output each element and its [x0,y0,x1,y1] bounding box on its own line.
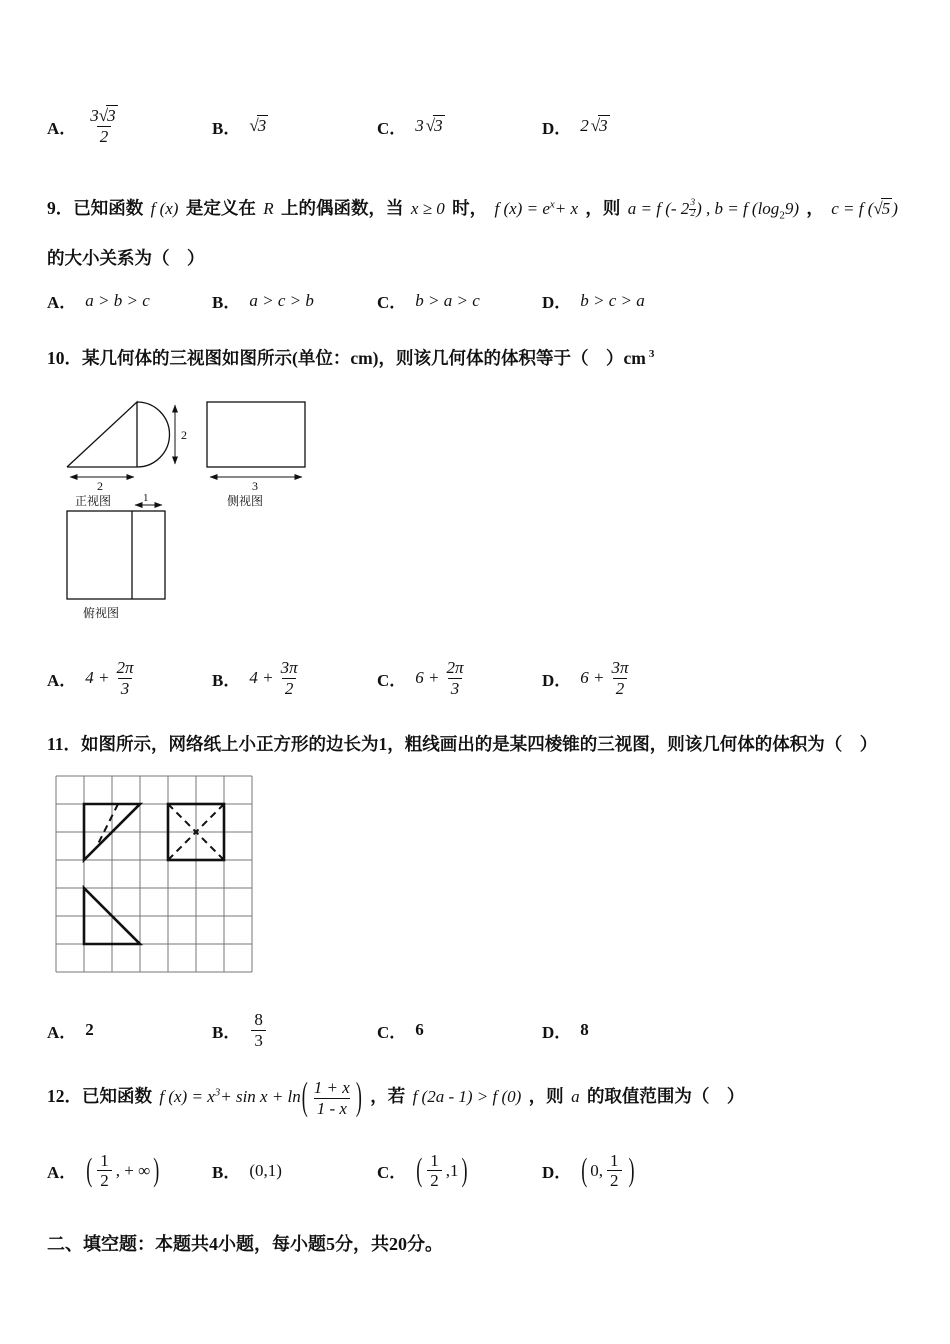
q10-option-d-value [580,658,633,698]
q9-math-c-value [831,199,898,218]
q8-d-rad: 3 [599,116,608,135]
q10-three-view-diagram [55,389,355,639]
q10-a-fraction [114,658,137,698]
q9-def-b: + x [554,199,579,218]
q11-b-den: 3 [251,1030,266,1051]
q12-options-row [47,1145,910,1197]
q9-math-fx: f (x) [150,199,179,218]
q12-def-b: + sin x + ln [220,1087,301,1107]
q8-d-sqrt [591,116,610,136]
q8-option-d-value [580,116,609,136]
q8-a-num-sqrt [99,106,118,125]
q10-b-num: 3π [280,658,298,678]
q10-c-num: 2π [446,658,464,678]
q12-option-b-label: B． [212,1163,241,1183]
q10-cm-exponent: 3 [648,347,655,360]
q9-option-a-value: a > b > c [85,290,150,310]
q9-abc-a: a = f (- 2 [627,199,690,218]
q9-stem [47,196,910,224]
q12-c-fraction [427,1151,442,1191]
q8-option-c [377,114,542,139]
q10-b-den: 2 [282,678,297,699]
radical-sign: √ [590,116,601,135]
q8-d-coef: 2 [580,116,589,135]
front-height-label: 2 [181,428,187,443]
right-paren: ) [461,1151,468,1188]
left-paren: ( [86,1151,93,1188]
side-view-shape [207,402,305,467]
q12-d-num: 1 [610,1150,619,1170]
q10-b-pre: 4 + [249,668,274,688]
q9-text-3: 上的偶函数，当 [280,198,404,218]
left-paren: ( [416,1151,423,1188]
q10-a-pre: 4 + [85,668,110,688]
q9-option-b-value: a > c > b [249,290,314,310]
q11-grid-diagram [55,775,253,973]
q8-option-a-label: A． [47,118,77,138]
q9-def-exp: x [549,198,555,211]
right-paren: ) [153,1151,160,1188]
q8-option-a-value [85,106,122,146]
q12-a-num: 1 [100,1150,109,1170]
q11-option-a-value: 2 [85,1020,94,1040]
q9-text-4: 时， [452,198,488,218]
radical-sign: √ [873,199,883,218]
q8-a-num-rad: 3 [107,105,116,125]
q12-def-exp: 3 [214,1086,221,1099]
q11-stem: 11．如图所示，网络纸上小正方形的边长为1，粗线画出的是某四棱锥的三视图，则该几何体的体积为（ ） [47,734,878,755]
q9-option-b-label: B． [212,293,241,313]
front-view-shape [67,402,170,467]
left-paren: ( [301,1074,308,1118]
q10-d-fraction [609,658,632,698]
q9-math-definition [495,199,579,218]
q12-option-c-label: C． [377,1163,407,1183]
q12-def-a: f (x) = x [159,1087,215,1107]
q11-b-fraction [251,1010,266,1050]
q9-c-b: ) [892,199,898,218]
q10-option-a-label: A． [47,670,77,690]
q11-option-c-value: 6 [415,1020,424,1040]
q9-options-row [47,286,910,316]
q12-var-a: a [571,1087,580,1107]
q12-option-a-value [85,1151,160,1191]
q8-a-num-coef: 3 [90,105,99,125]
q11-options-row [47,1006,910,1054]
q8-option-a [47,106,212,146]
q9-option-c-value: b > a > c [415,290,480,310]
q11-option-b [212,1010,377,1050]
q9-math-abc [627,198,799,222]
q12-math-definition [159,1074,362,1118]
q9-option-c-label: C． [377,293,407,313]
q9-c-sqrt [873,199,892,218]
side-width-label: 3 [252,479,258,494]
q8-c-coef: 3 [415,116,424,135]
q12-c-den: 2 [427,1170,442,1191]
q8-option-c-value [415,116,444,136]
q12-option-c-value [415,1151,468,1191]
q9-option-b [212,288,377,313]
q11-option-c-label: C． [377,1022,407,1042]
q9-option-a-label: A． [47,293,77,313]
q9-option-d-label: D． [542,293,572,313]
q10-option-a-value [85,658,138,698]
q8-a-fraction [87,106,120,146]
q12-c-num: 1 [430,1150,439,1170]
q9-c-rad: 5 [881,199,891,218]
top-strip-width-label: 1 [143,492,149,505]
q12-option-a [47,1151,212,1191]
q8-option-d-label: D． [542,118,572,138]
q12-text-1: 12．已知函数 [47,1086,152,1107]
q12-text-4: 的取值范围为（ ） [586,1086,745,1107]
q9-def-a: f (x) = e [494,199,550,218]
q11-option-a-label: A． [47,1022,77,1042]
q10-option-b-value [249,658,302,698]
q12-option-d [542,1151,707,1191]
q9-stem-line2: 的大小关系为（ ） [47,248,205,269]
q12-math-inequality: f (2a - 1) > f (0) [412,1087,522,1107]
q9-exp-den: 2 [690,208,696,219]
q12-d-pre: 0, [590,1160,604,1180]
q9-log-base: 2 [779,209,785,222]
section2-header: 二、填空题：本题共4小题，每小题5分，共20分。 [47,1233,443,1254]
q8-b-sqrt [249,116,268,136]
q9-text-5: ，则 [585,198,621,218]
q9-option-c [377,288,542,313]
q10-d-pre: 6 + [580,668,605,688]
q10-a-num: 2π [116,658,134,678]
q8-c-rad: 3 [434,116,443,135]
q12-stem [47,1074,910,1118]
q11-option-a [47,1018,212,1043]
q9-c-a: c = f ( [831,199,874,218]
q9-option-d-value: b > c > a [580,290,645,310]
q10-option-b [212,658,377,698]
q10-a-den: 3 [118,678,133,699]
q12-text-3: ，则 [528,1086,564,1107]
q12-option-b [212,1158,377,1183]
q8-options-row [47,98,910,154]
q9-exp-num: 3 [690,198,696,208]
q9-abc-b: ) , b = f (log [696,199,780,218]
q8-option-c-label: C． [377,118,407,138]
q9-text-2: 是定义在 [185,198,256,218]
q10-b-fraction [278,658,301,698]
q10-option-c-value [415,658,468,698]
radical-sign: √ [98,105,109,125]
q12-option-d-label: D． [542,1163,572,1183]
q10-diagram-wrap [55,389,910,644]
q9-option-a [47,288,212,313]
q10-option-a [47,658,212,698]
q12-d-den: 2 [607,1170,622,1191]
q10-option-b-label: B． [212,670,241,690]
q11-option-d-label: D． [542,1022,572,1042]
q8-option-b-value [249,116,268,136]
q11-option-d-value: 8 [580,1020,589,1040]
q12-ln-fraction [311,1078,353,1118]
q11-b-num: 8 [254,1010,263,1030]
q12-option-a-label: A． [47,1163,77,1183]
hidden-edge-front-view [96,804,118,848]
q8-c-sqrt [426,116,445,136]
front-width-label: 2 [97,479,103,494]
q12-ln-den: 1 - x [314,1098,350,1119]
q11-option-b-label: B． [212,1022,241,1042]
q11-option-c [377,1018,542,1043]
q12-option-c [377,1151,542,1191]
q10-option-c [377,658,542,698]
side-view-label: 侧视图 [227,494,264,509]
q10-c-pre: 6 + [415,668,440,688]
front-view-label: 正视图 [75,494,112,509]
q12-d-fraction [607,1151,622,1191]
right-paren: ) [355,1074,362,1118]
q11-option-d [542,1018,707,1043]
top-view-label: 俯视图 [83,606,120,621]
q10-stem [47,346,910,371]
q9-option-d [542,288,707,313]
q9-math-domain: x ≥ 0 [410,199,445,218]
q11-option-b-value [249,1010,268,1050]
q9-math-r: R [263,199,274,218]
q10-d-den: 2 [613,678,628,699]
left-paren: ( [581,1151,588,1188]
q10-option-d [542,658,707,698]
q8-b-rad: 3 [257,116,267,135]
q9-text-1: 9．已知函数 [47,198,144,218]
q10-c-den: 3 [448,678,463,699]
top-view-shape [67,511,165,599]
q10-c-fraction [444,658,467,698]
q12-option-d-value [580,1151,635,1191]
q12-a-rest: , + ∞ [115,1160,151,1180]
q8-a-den: 2 [97,126,112,147]
q12-a-den: 2 [97,1170,112,1191]
q10-option-c-label: C． [377,670,407,690]
q12-a-fraction [97,1151,112,1191]
q12-ln-num: 1 + x [313,1078,350,1098]
q10-option-d-label: D． [542,670,572,690]
q11-diagram-wrap [55,775,910,978]
right-paren: ) [628,1151,635,1188]
q8-option-b-label: B． [212,118,241,138]
q10-options-row [47,654,910,702]
q9-text-6: ， [806,198,824,218]
radical-sign: √ [249,116,259,135]
radical-sign: √ [425,116,436,135]
q12-c-rest: ,1 [445,1160,459,1180]
q9-abc-c: 9) [784,199,799,218]
q10-d-num: 3π [611,658,629,678]
q10-stem-text: 10．某几何体的三视图如图所示(单位：cm)，则该几何体的体积等于（ ）cm [47,347,646,368]
q8-option-d [542,114,707,139]
q8-option-b [212,114,377,139]
q12-option-b-value: (0,1) [249,1160,282,1180]
q12-text-2: ，若 [370,1086,406,1107]
